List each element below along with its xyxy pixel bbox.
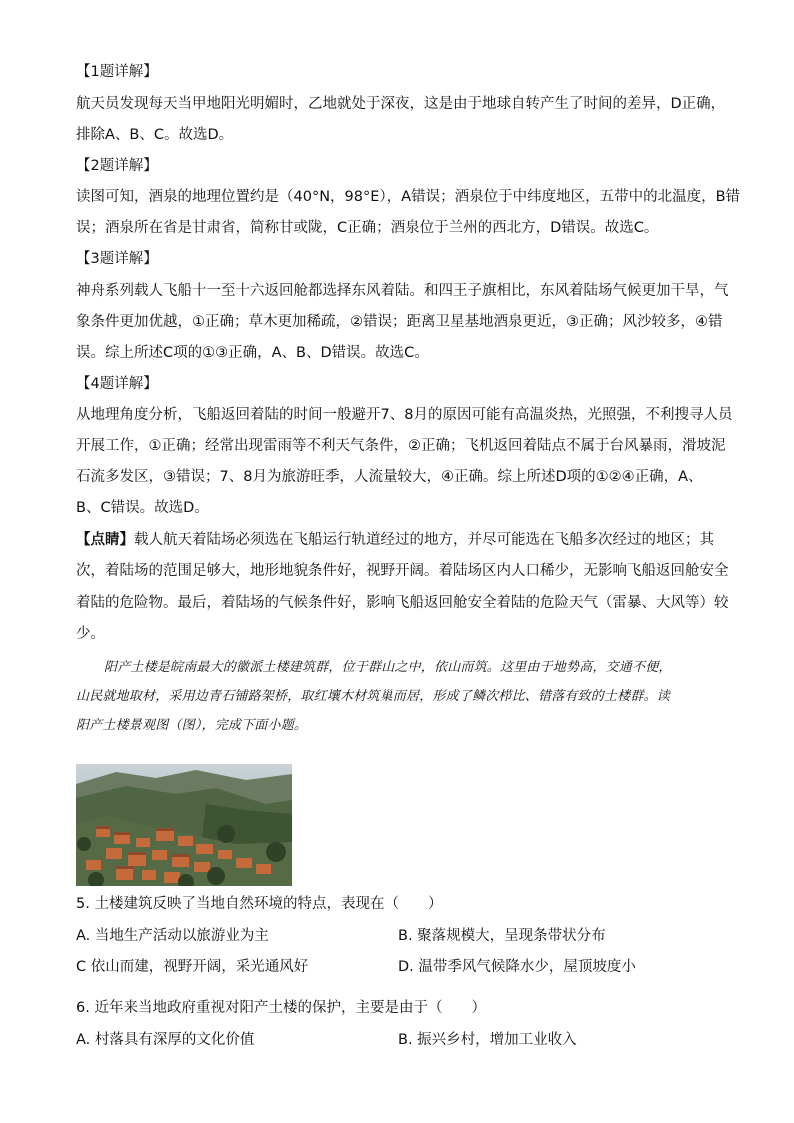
section-2-title: 【2题详解】	[76, 158, 158, 174]
section-4-line-1: 从地理角度分析，飞船返回着陆的时间一般避开7、8月的原因可能有高温炎热，光照强，不利搜寻人员	[76, 407, 733, 423]
question-6-option-b: B. 振兴乡村，增加工业收入	[398, 1032, 577, 1048]
dianjing-line-1	[76, 530, 714, 550]
question-6-stem: 6. 近年来当地政府重视对阳产土楼的保护，主要是由于（ ）	[76, 1000, 486, 1016]
passage-line-1: 阳产土楼是皖南最大的徽派土楼建筑群，位于群山之中，依山而筑。这里由于地势高，交通不便，	[104, 660, 672, 675]
section-2-line-1: 读图可知，酒泉的地理位置约是（40°N，98°E），A错误；酒泉位于中纬度地区，五带中的北温度，B错	[76, 189, 741, 205]
question-5-option-b: B. 聚落规模大，呈现条带状分布	[398, 928, 606, 944]
section-4-line-2: 开展工作，①正确；经常出现雷雨等不利天气条件，②正确；飞机返回着陆点不属于台风暴雨，滑坡泥	[76, 438, 726, 454]
section-4-title: 【4题详解】	[76, 376, 158, 392]
question-6-option-a: A. 村落具有深厚的文化价值	[76, 1032, 255, 1048]
section-2-line-2: 误；酒泉所在省是甘肃省，简称甘或陇，C正确；酒泉位于兰州的西北方，D错误。故选C。	[76, 220, 659, 236]
section-3-title: 【3题详解】	[76, 251, 158, 267]
dianjing-line-2: 次，着陆场的范围足够大，地形地貌条件好，视野开阔。着陆场区内人口稀少，无影响飞船返回舱安全	[76, 563, 729, 579]
dianjing-text-1: 载人航天着陆场必须选在飞船运行轨道经过的地方，并尽可能选在飞船多次经过的地区；其	[134, 532, 714, 548]
question-5-stem: 5. 土楼建筑反映了当地自然环境的特点，表现在（ ）	[76, 896, 443, 912]
dianjing-line-3: 着陆的危险物。最后，着陆场的气候条件好，影响飞船返回舱安全着陆的危险天气（雷暴、大风等）较	[76, 595, 729, 611]
section-1-line-2: 排除A、B、C。故选D。	[76, 127, 234, 143]
dianjing-title: 【点睛】	[76, 532, 134, 548]
section-4-line-3: 石流多发区，③错误；7、8月为旅游旺季，人流量较大，④正确。综上所述D项的①②④正确，A、	[76, 469, 703, 485]
section-3-line-3: 误。综上所述C项的①③正确，A、B、D错误。故选C。	[76, 345, 429, 361]
section-1-line-1: 航天员发现每天当甲地阳光明媚时，乙地就处于深夜，这是由于地球自转产生了时间的差异，D正确，	[76, 96, 726, 112]
dianjing-line-4: 少。	[76, 626, 105, 642]
question-5-option-a: A. 当地生产活动以旅游业为主	[76, 928, 269, 944]
section-1-title: 【1题详解】	[76, 64, 158, 80]
question-5-option-d: D. 温带季风气候降水少，屋顶坡度小	[398, 959, 636, 975]
question-5-option-c: C 依山而建，视野开阔，采光通风好	[76, 959, 309, 975]
tulou-landscape-photo	[76, 764, 292, 886]
passage-line-3: 阳产土楼景观图（图），完成下面小题。	[76, 718, 308, 733]
section-3-line-1: 神舟系列载人飞船十一至十六返回舱都选择东风着陆。和四王子旗相比，东风着陆场气候更加干旱，气	[76, 283, 729, 299]
passage-line-2: 山民就地取材，采用边青石铺路架桥，取红壤木材筑巢而居，形成了鳞次栉比、错落有致的土楼群。读	[76, 689, 671, 704]
section-3-line-2: 象条件更加优越，①正确；草木更加稀疏，②错误；距离卫星基地酒泉更近，③正确；风沙较多，④错	[76, 314, 723, 330]
section-4-line-4: B、C错误。故选D。	[76, 500, 209, 516]
